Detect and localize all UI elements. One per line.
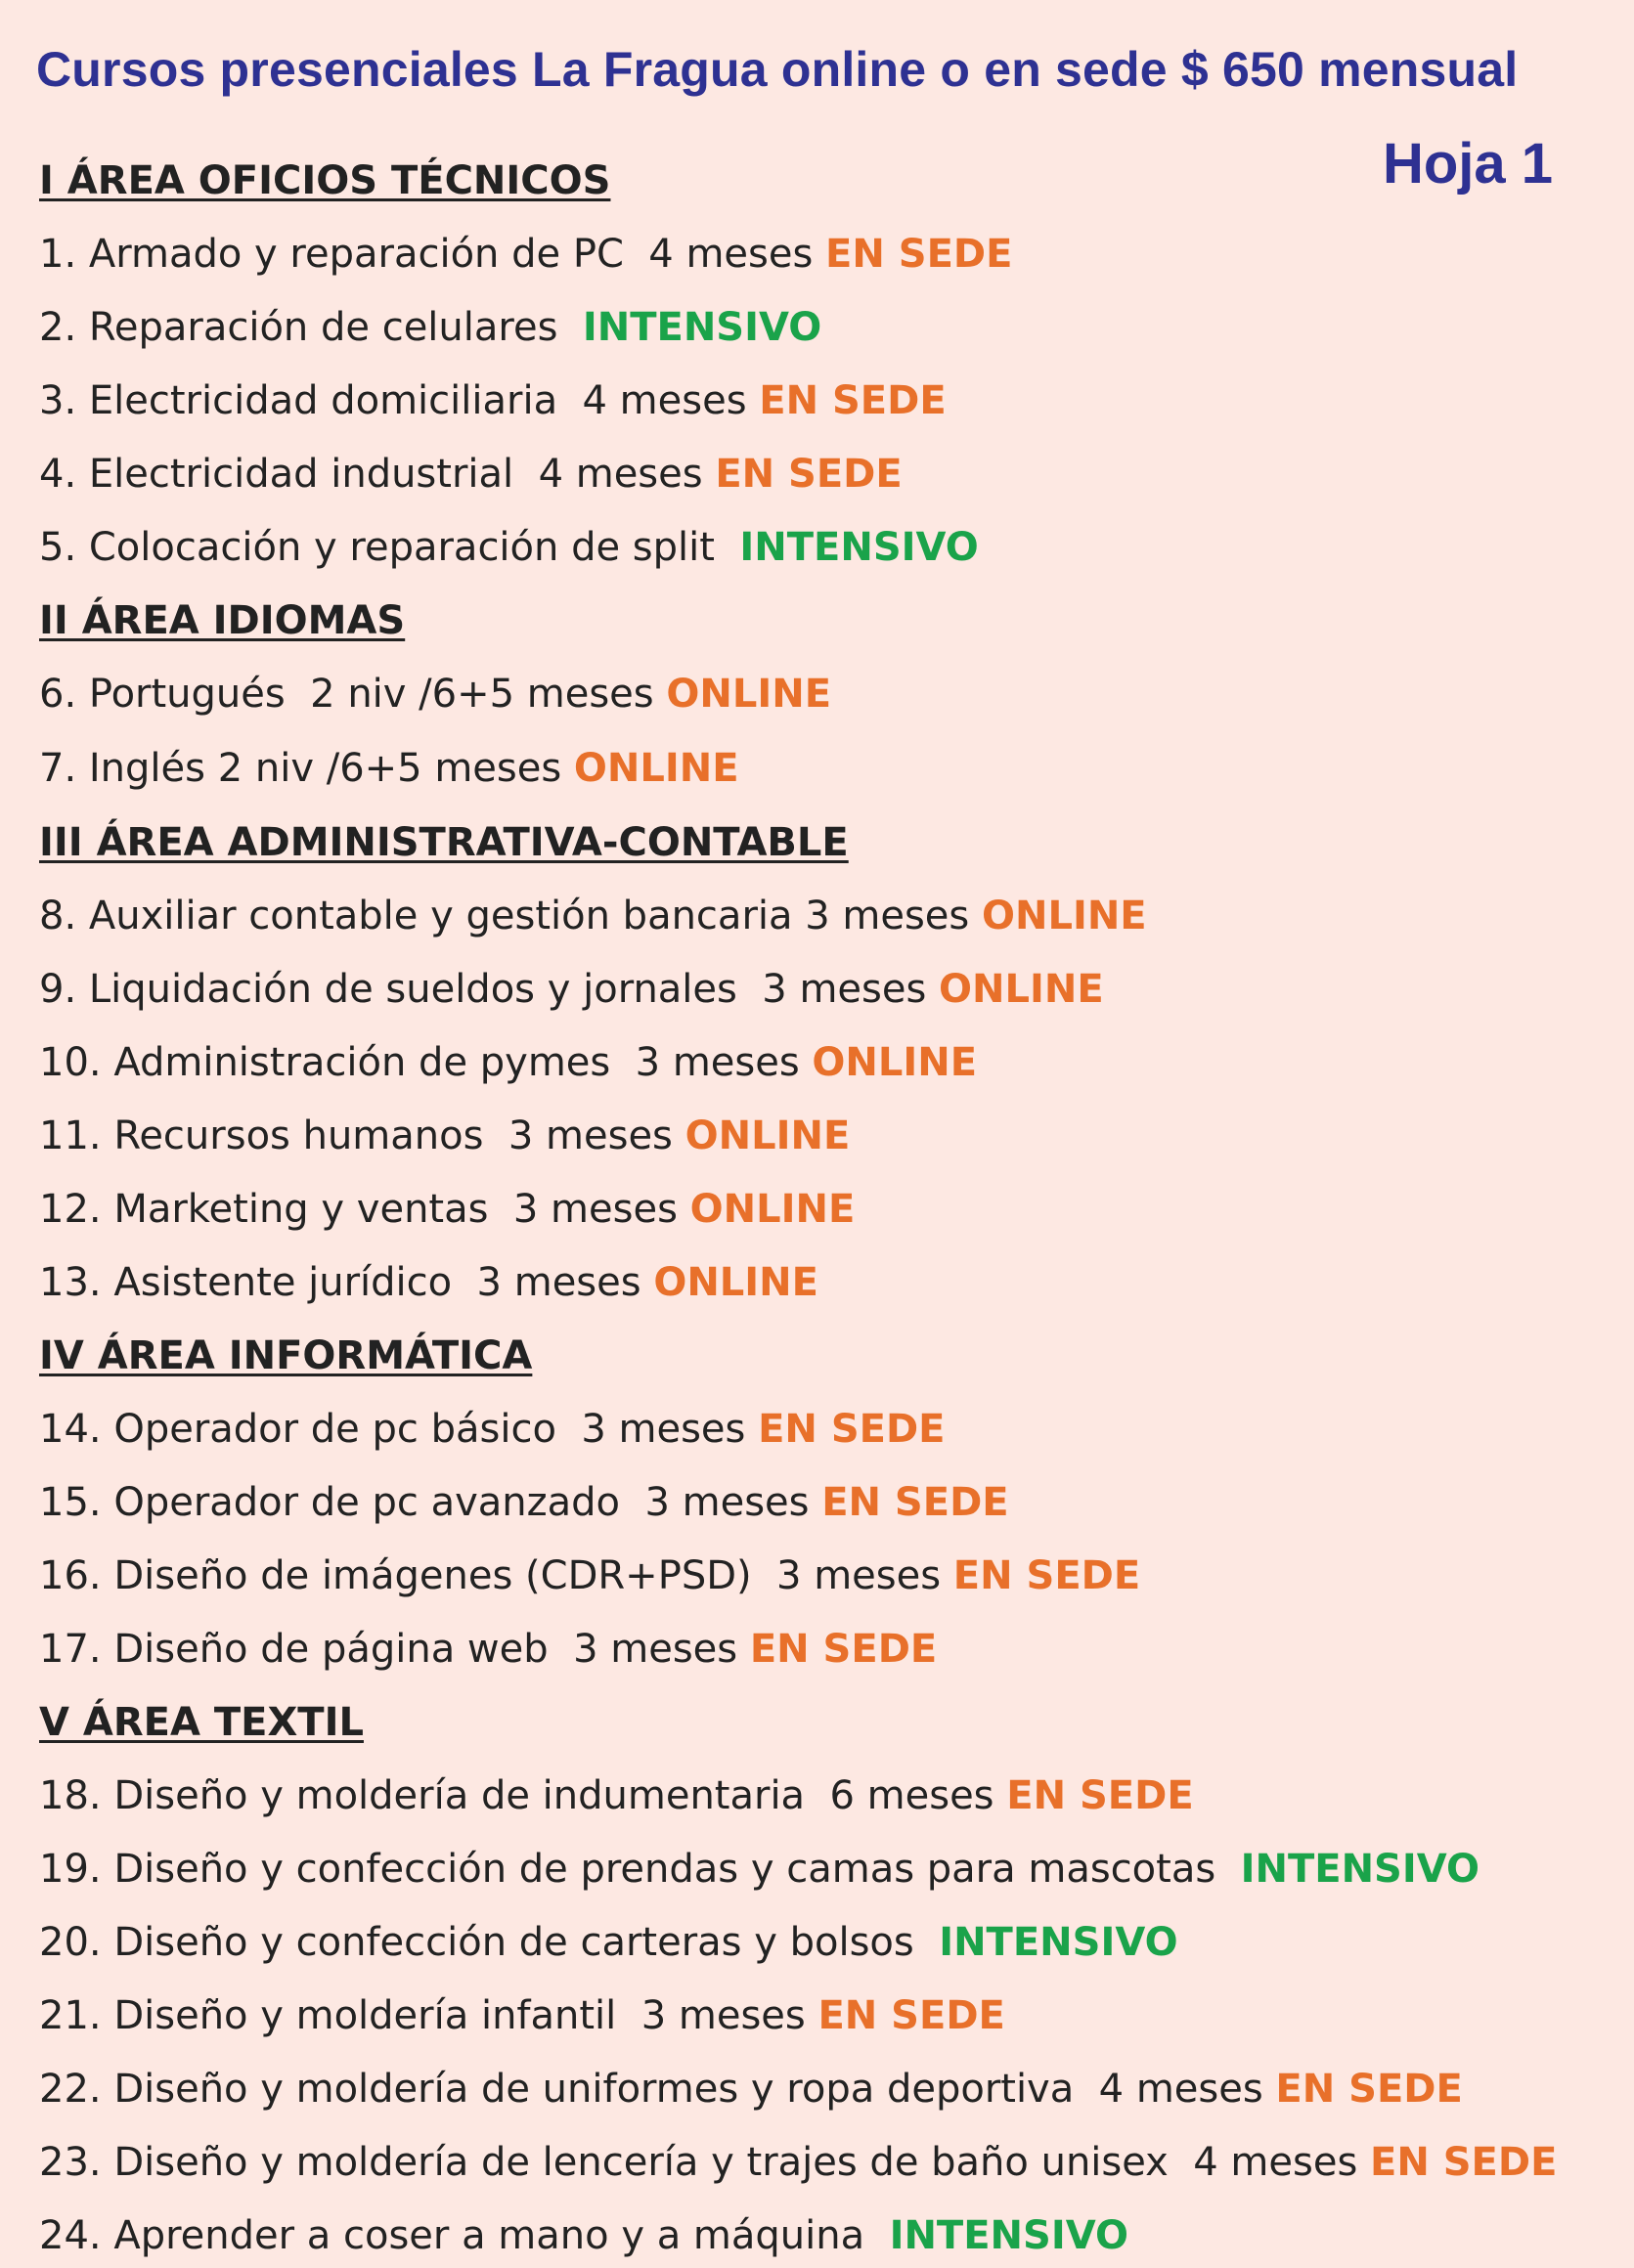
course-name: 19. Diseño y confección de prendas y camas para mascotas <box>39 1847 1241 1892</box>
course-item <box>39 452 903 497</box>
course-item <box>39 1040 978 1085</box>
course-mode-badge: EN SEDE <box>715 452 903 497</box>
course-mode-badge: ONLINE <box>653 1260 818 1305</box>
course-mode-badge: INTENSIVO <box>939 1920 1178 1965</box>
section-heading <box>39 1333 533 1378</box>
course-name: 9. Liquidación de sueldos y jornales 3 meses <box>39 967 940 1012</box>
section-heading <box>39 598 406 643</box>
course-mode-badge: EN SEDE <box>758 1407 946 1452</box>
course-mode-badge: ONLINE <box>685 1113 851 1158</box>
course-mode-badge: INTENSIVO <box>1240 1847 1479 1892</box>
course-name: 6. Portugués 2 niv /6+5 meses <box>39 672 667 717</box>
course-name: 12. Marketing y ventas 3 meses <box>39 1187 690 1232</box>
course-name: 10. Administración de pymes 3 meses <box>39 1040 813 1085</box>
section-heading-text: I ÁREA OFICIOS TÉCNICOS <box>39 158 611 203</box>
section-heading-text: III ÁREA ADMINISTRATIVA-CONTABLE <box>39 820 849 865</box>
course-name: 2. Reparación de celulares <box>39 305 583 350</box>
course-name: 4. Electricidad industrial 4 meses <box>39 452 716 497</box>
course-name: 13. Asistente jurídico 3 meses <box>39 1260 654 1305</box>
course-item <box>39 672 832 717</box>
course-name: 5. Colocación y reparación de split <box>39 525 740 570</box>
course-name: 1. Armado y reparación de PC 4 meses <box>39 232 826 277</box>
course-name: 21. Diseño y moldería infantil 3 meses <box>39 1993 818 2038</box>
page-title: Cursos presenciales La Fragua online o en sede $ 650 mensual <box>36 42 1519 97</box>
course-mode-badge: ONLINE <box>812 1040 978 1085</box>
course-name: 23. Diseño y moldería de lencería y trajes de baño unisex 4 meses <box>39 2140 1370 2185</box>
course-item <box>39 1993 1005 2038</box>
course-item <box>39 378 947 423</box>
course-mode-badge: ONLINE <box>689 1187 856 1232</box>
course-name: 7. Inglés 2 niv /6+5 meses <box>39 746 574 791</box>
course-mode-badge: EN SEDE <box>821 1480 1009 1525</box>
section-heading-text: II ÁREA IDIOMAS <box>39 598 406 643</box>
course-item <box>39 1847 1479 1892</box>
course-name: 24. Aprender a coser a mano y a máquina <box>39 2213 890 2258</box>
course-item <box>39 1187 856 1232</box>
course-name: 14. Operador de pc básico 3 meses <box>39 1407 759 1452</box>
course-mode-badge: EN SEDE <box>952 1553 1141 1598</box>
course-item <box>39 967 1104 1012</box>
course-name: 18. Diseño y moldería de indumentaria 6 meses <box>39 1773 1007 1818</box>
course-name: 3. Electricidad domiciliaria 4 meses <box>39 378 760 423</box>
section-heading <box>39 1700 364 1745</box>
section-heading-text: V ÁREA TEXTIL <box>39 1700 364 1745</box>
course-name: 20. Diseño y confección de carteras y bolsos <box>39 1920 940 1965</box>
course-item <box>39 2067 1463 2112</box>
course-item <box>39 1407 946 1452</box>
course-mode-badge: EN SEDE <box>825 232 1013 277</box>
course-name: 15. Operador de pc avanzado 3 meses <box>39 1480 822 1525</box>
course-mode-badge: ONLINE <box>981 894 1147 938</box>
course-item <box>39 1480 1009 1525</box>
course-item <box>39 2140 1558 2185</box>
section-heading <box>39 820 849 865</box>
course-mode-badge: EN SEDE <box>749 1627 938 1672</box>
section-heading-text: IV ÁREA INFORMÁTICA <box>39 1333 533 1378</box>
course-name: 8. Auxiliar contable y gestión bancaria 3 meses <box>39 894 982 938</box>
course-name: 22. Diseño y moldería de uniformes y ropa deportiva 4 meses <box>39 2067 1276 2112</box>
course-mode-badge: ONLINE <box>939 967 1104 1012</box>
course-item <box>39 1553 1141 1598</box>
course-item <box>39 525 979 570</box>
course-mode-badge: EN SEDE <box>1006 1773 1194 1818</box>
sheet-label: Hoja 1 <box>1382 132 1553 196</box>
course-mode-badge: EN SEDE <box>1275 2067 1463 2112</box>
course-item <box>39 2213 1128 2258</box>
section-heading <box>39 158 611 203</box>
course-mode-badge: ONLINE <box>666 672 832 717</box>
course-mode-badge: ONLINE <box>573 746 739 791</box>
course-item <box>39 1627 938 1672</box>
course-item <box>39 1113 851 1158</box>
course-name: 11. Recursos humanos 3 meses <box>39 1113 685 1158</box>
course-mode-badge: INTENSIVO <box>739 525 979 570</box>
course-mode-badge: EN SEDE <box>759 378 947 423</box>
course-name: 16. Diseño de imágenes (CDR+PSD) 3 meses <box>39 1553 953 1598</box>
course-item <box>39 746 739 791</box>
course-item <box>39 896 1147 936</box>
course-name: 17. Diseño de página web 3 meses <box>39 1627 750 1672</box>
course-mode-badge: EN SEDE <box>1370 2140 1558 2185</box>
course-item <box>39 232 1013 277</box>
course-item <box>39 305 822 350</box>
course-mode-badge: INTENSIVO <box>889 2213 1128 2258</box>
course-mode-badge: INTENSIVO <box>582 305 822 350</box>
course-item <box>39 1920 1178 1965</box>
course-item <box>39 1260 818 1305</box>
course-mode-badge: EN SEDE <box>817 1993 1005 2038</box>
course-item <box>39 1773 1194 1818</box>
